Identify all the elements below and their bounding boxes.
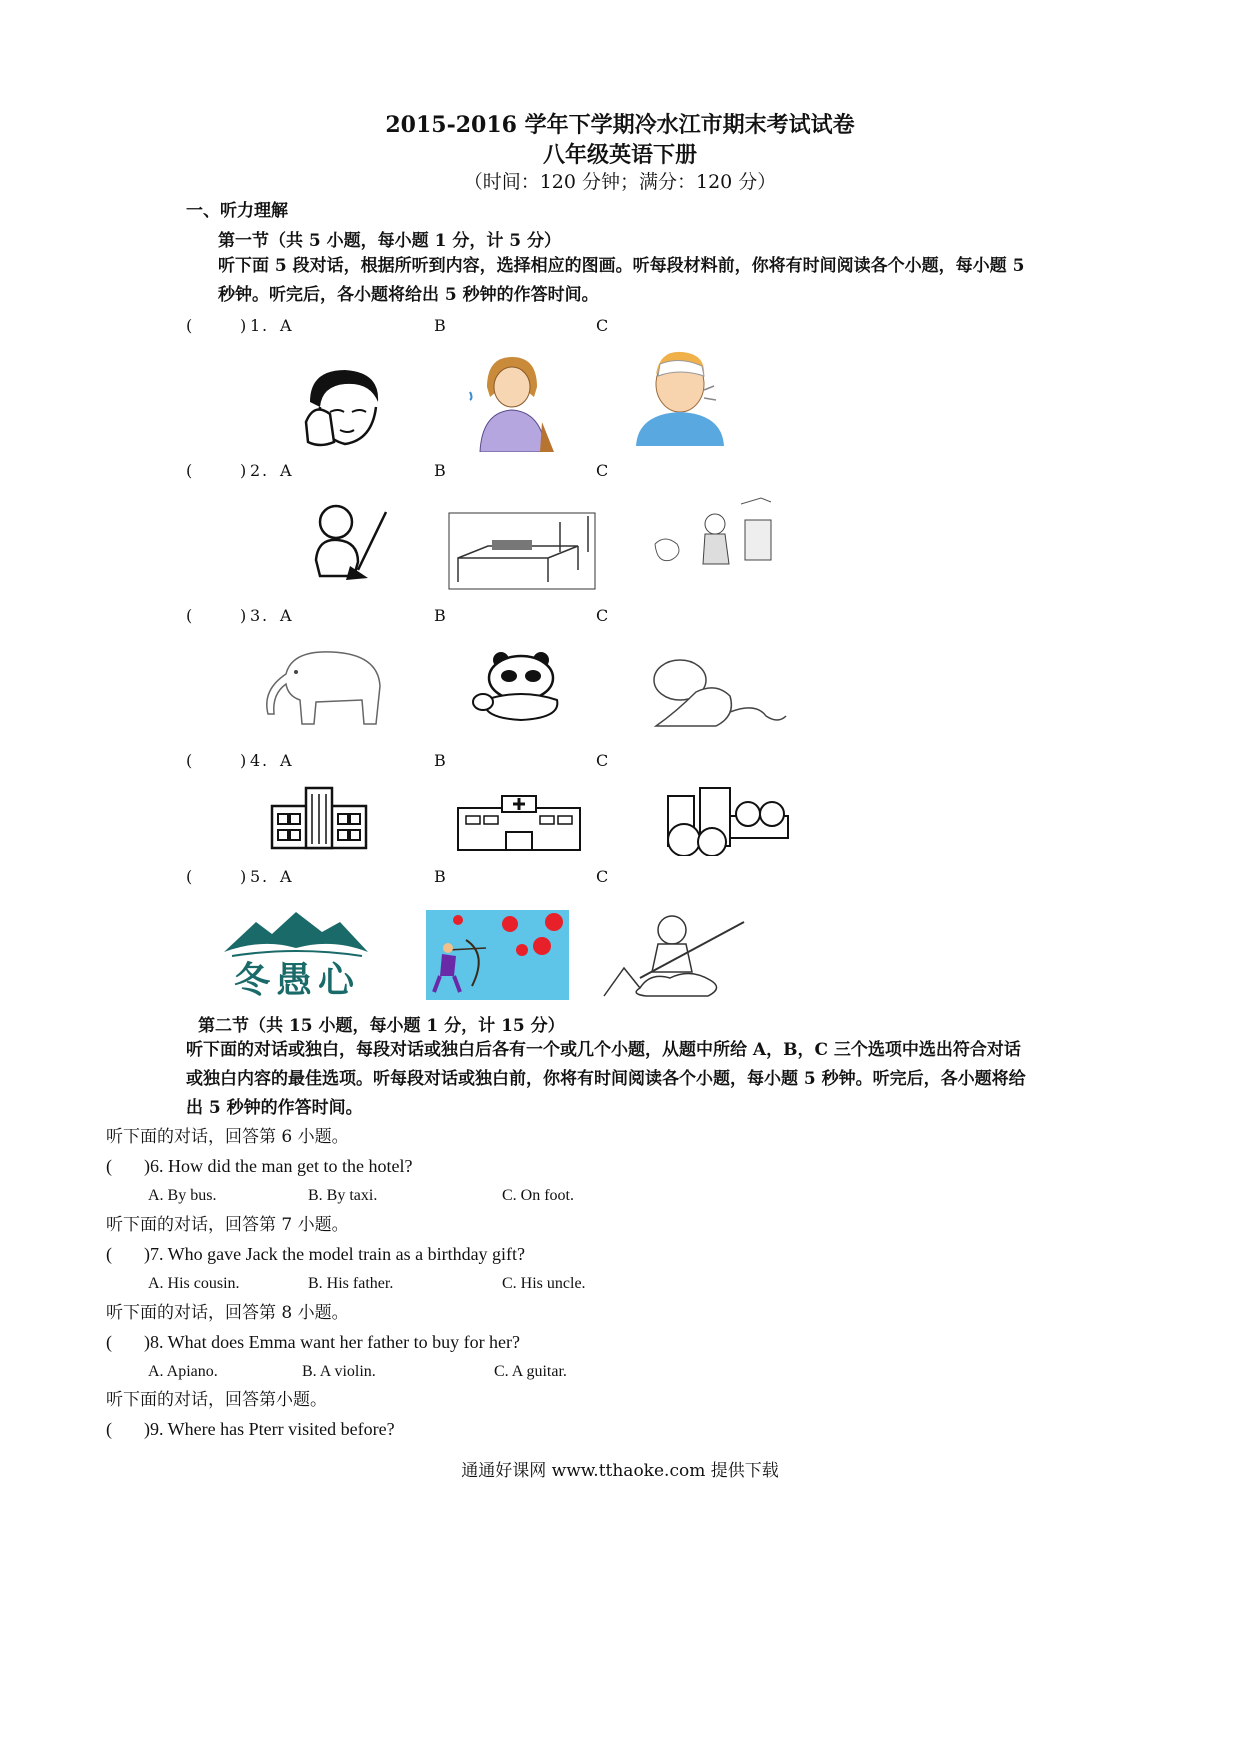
answer-blank-open[interactable]: ( bbox=[186, 461, 193, 480]
picture-3a-elephant bbox=[252, 644, 388, 730]
part1-heading: 第一节（共 5 小题，每小题 1 分，计 5 分） bbox=[218, 231, 561, 251]
picture-1a-headache-man bbox=[300, 362, 390, 452]
page-subtitle: 八年级英语下册 bbox=[542, 142, 697, 168]
answer-blank-q9[interactable]: ( bbox=[106, 1419, 112, 1439]
answer-blank-open[interactable]: ( bbox=[186, 867, 193, 886]
picture-4c-market bbox=[660, 786, 792, 856]
section-heading: 一、听力理解 bbox=[186, 201, 288, 221]
picture-1b-stomachache-woman bbox=[462, 352, 562, 452]
answer-blank-close: ) bbox=[240, 606, 247, 625]
picture-5b-archer bbox=[426, 910, 569, 1000]
option-7a[interactable]: A. His cousin. bbox=[148, 1275, 240, 1292]
answer-blank-open[interactable]: ( bbox=[186, 316, 193, 335]
option-7b[interactable]: B. His father. bbox=[308, 1275, 394, 1292]
choice-b-label[interactable]: B bbox=[434, 751, 446, 770]
choice-a-label[interactable]: A bbox=[280, 867, 292, 886]
picture-2a-sweeping-man bbox=[296, 500, 392, 580]
part2-instruction-end: 出 5 秒钟的作答时间。 bbox=[186, 1098, 363, 1118]
choice-c-label[interactable]: C bbox=[596, 316, 609, 335]
number-separator: . bbox=[262, 461, 268, 480]
answer-blank-close: ) bbox=[240, 461, 247, 480]
picture-5a-mountain-logo bbox=[222, 908, 370, 1001]
picture-3b-panda bbox=[465, 652, 577, 722]
answer-blank-q6[interactable]: ( bbox=[106, 1156, 112, 1176]
option-8c[interactable]: C. A guitar. bbox=[494, 1363, 567, 1380]
picture-5c-monkey-king-on-cloud bbox=[600, 908, 748, 998]
question-number: 2 bbox=[250, 461, 261, 480]
prompt-q9: 听下面的对话，回答第小题。 bbox=[106, 1390, 327, 1410]
part2-instruction-cont: 或独白内容的最佳选项。听每段对话或独白前，你将有时间阅读各个小题，每小题 5 秒钟。听完后，各小题将给 bbox=[186, 1069, 1026, 1089]
choice-a-label[interactable]: A bbox=[280, 751, 292, 770]
choice-b-label[interactable]: B bbox=[434, 867, 446, 886]
picture-3c-monkey bbox=[646, 652, 788, 730]
choice-c-label[interactable]: C bbox=[596, 751, 609, 770]
choice-b-label[interactable]: B bbox=[434, 606, 446, 625]
picture-2b-messy-room bbox=[448, 512, 596, 590]
option-8b[interactable]: B. A violin. bbox=[302, 1363, 376, 1380]
number-separator: . bbox=[262, 867, 268, 886]
question-number: 1 bbox=[250, 316, 261, 335]
page-footer: 通通好课网 www.tthaoke.com 提供下载 bbox=[461, 1461, 779, 1481]
number-separator: . bbox=[262, 316, 268, 335]
part1-instruction: 听下面 5 段对话，根据所听到内容，选择相应的图画。听每段材料前，你将有时间阅读各个小题，每小题 5 bbox=[218, 256, 1025, 276]
prompt-q6: 听下面的对话，回答第 6 小题。 bbox=[106, 1127, 349, 1147]
answer-blank-close: ) bbox=[240, 316, 247, 335]
choice-c-label[interactable]: C bbox=[596, 461, 609, 480]
question-9: )9. Where has Pterr visited before? bbox=[144, 1419, 395, 1439]
number-separator: . bbox=[262, 606, 268, 625]
part2-instruction: 听下面的对话或独白，每段对话或独白后各有一个或几个小题，从题中所给 A，B，C 三个选项中选出符合对话 bbox=[186, 1040, 1021, 1060]
answer-blank-close: ) bbox=[240, 867, 247, 886]
number-separator: . bbox=[262, 751, 268, 770]
option-6b[interactable]: B. By taxi. bbox=[308, 1187, 378, 1204]
question-7: )7. Who gave Jack the model train as a birthday gift? bbox=[144, 1244, 526, 1264]
option-6a[interactable]: A. By bus. bbox=[148, 1187, 217, 1204]
answer-blank-open[interactable]: ( bbox=[186, 751, 193, 770]
choice-c-label[interactable]: C bbox=[596, 606, 609, 625]
option-7c[interactable]: C. His uncle. bbox=[502, 1275, 586, 1292]
choice-c-label[interactable]: C bbox=[596, 867, 609, 886]
part2-heading: 第二节（共 15 小题，每小题 1 分，计 15 分） bbox=[198, 1016, 565, 1036]
picture-4b-hospital bbox=[456, 794, 582, 852]
choice-b-label[interactable]: B bbox=[434, 461, 446, 480]
question-number: 3 bbox=[250, 606, 261, 625]
choice-b-label[interactable]: B bbox=[434, 316, 446, 335]
answer-blank-close: ) bbox=[240, 751, 247, 770]
question-number: 5 bbox=[250, 867, 261, 886]
choice-a-label[interactable]: A bbox=[280, 606, 292, 625]
picture-5a-caption: 冬愚心 bbox=[234, 960, 361, 1001]
prompt-q8: 听下面的对话，回答第 8 小题。 bbox=[106, 1303, 349, 1323]
option-8a[interactable]: A. Apiano. bbox=[148, 1363, 218, 1380]
answer-blank-q8[interactable]: ( bbox=[106, 1332, 112, 1352]
prompt-q7: 听下面的对话，回答第 7 小题。 bbox=[106, 1215, 349, 1235]
choice-a-label[interactable]: A bbox=[280, 461, 292, 480]
picture-1c-toothache-boy bbox=[620, 346, 740, 446]
page-title: 2015-2016 学年下学期冷水江市期末考试试卷 bbox=[385, 112, 855, 138]
answer-blank-open[interactable]: ( bbox=[186, 606, 193, 625]
choice-a-label[interactable]: A bbox=[280, 316, 292, 335]
question-6: )6. How did the man get to the hotel? bbox=[144, 1156, 413, 1176]
part1-instruction-cont: 秒钟。听完后，各小题将给出 5 秒钟的作答时间。 bbox=[218, 285, 599, 305]
answer-blank-q7[interactable]: ( bbox=[106, 1244, 112, 1264]
picture-2c-littering-scene bbox=[645, 494, 785, 576]
question-number: 4 bbox=[250, 751, 261, 770]
question-8: )8. What does Emma want her father to buy for her? bbox=[144, 1332, 521, 1352]
picture-4a-building bbox=[270, 786, 368, 850]
exam-info: （时间：120 分钟；满分：120 分） bbox=[463, 171, 777, 193]
option-6c[interactable]: C. On foot. bbox=[502, 1187, 574, 1204]
